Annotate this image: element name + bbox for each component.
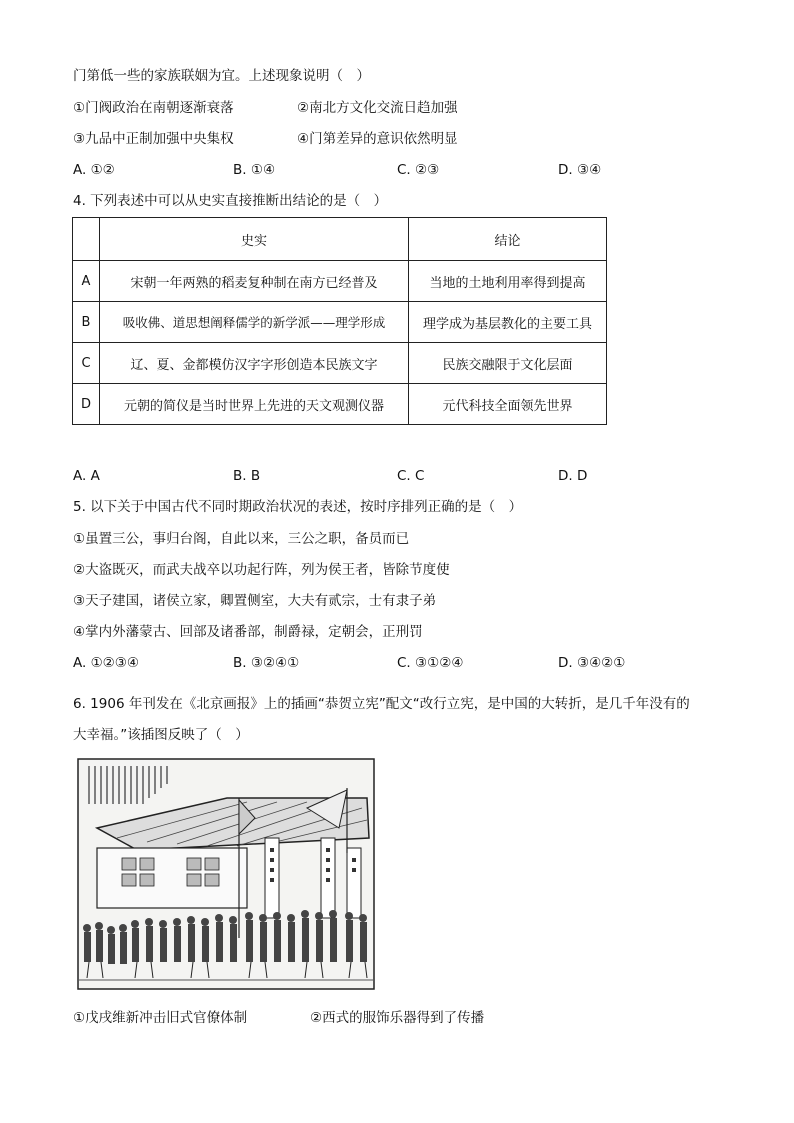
q6-item-2: ②西式的服饰乐器得到了传播 xyxy=(310,1010,485,1026)
row-conclusion: 理学成为基层教化的主要工具 xyxy=(409,302,607,343)
row-letter: D xyxy=(73,384,100,425)
q6-illustration xyxy=(77,758,375,990)
table-row xyxy=(73,384,607,425)
q4-option-a: A. A xyxy=(73,468,100,484)
q5-item-3: ③天子建国，诸侯立家，卿置侧室，大夫有贰宗，士有隶子弟 xyxy=(73,593,437,609)
q4-table xyxy=(72,217,607,425)
q5-option-a: A. ①②③④ xyxy=(73,655,139,671)
q5-item-4: ④掌内外藩蒙古、回部及诸番部，制爵禄，定朝会，正刑罚 xyxy=(73,624,423,640)
row-fact: 吸收佛、道思想阐释儒学的新学派——理学形成 xyxy=(100,302,409,343)
q4-option-c: C. C xyxy=(397,468,425,484)
row-letter: C xyxy=(73,343,100,384)
table-row xyxy=(73,261,607,302)
row-conclusion: 民族交融限于文化层面 xyxy=(409,343,607,384)
q5-item-2: ②大盗既灭，而武夫战卒以功起行阵，列为侯王者，皆除节度使 xyxy=(73,562,450,578)
table-header-row xyxy=(73,218,607,261)
table-header-fact: 史实 xyxy=(100,218,409,261)
q6-item-1: ①戊戌维新冲击旧式官僚体制 xyxy=(73,1010,248,1026)
q5-stem: 5. 以下关于中国古代不同时期政治状况的表述，按时序排列正确的是（ ） xyxy=(73,499,523,515)
q3-item-2: ②南北方文化交流日趋加强 xyxy=(297,100,458,116)
row-letter: B xyxy=(73,302,100,343)
row-fact: 元朝的简仪是当时世界上先进的天文观测仪器 xyxy=(100,384,409,425)
q6-stem-line-2: 大幸福。”该插图反映了（ ） xyxy=(73,727,249,743)
q3-stem-tail: 门第低一些的家族联姻为宜。上述现象说明（ ） xyxy=(73,68,370,84)
q6-stem-line-1: 6. 1906 年刊发在《北京画报》上的插画“恭贺立宪”配文“改行立宪，是中国的大转折，是几千年没有的 xyxy=(73,696,690,712)
table-row xyxy=(73,302,607,343)
row-letter: A xyxy=(73,261,100,302)
q4-option-d: D. D xyxy=(558,468,588,484)
q3-option-a: A. ①② xyxy=(73,162,115,178)
q3-option-c: C. ②③ xyxy=(397,162,440,178)
row-fact: 辽、夏、金都模仿汉字字形创造本民族文字 xyxy=(100,343,409,384)
row-conclusion: 当地的土地利用率得到提高 xyxy=(409,261,607,302)
table-header-blank xyxy=(73,218,100,261)
q3-option-d: D. ③④ xyxy=(558,162,602,178)
row-fact: 宋朝一年两熟的稻麦复种制在南方已经普及 xyxy=(100,261,409,302)
q3-item-4: ④门第差异的意识依然明显 xyxy=(297,131,458,147)
q4-stem: 4. 下列表述中可以从史实直接推断出结论的是（ ） xyxy=(73,193,388,209)
q3-item-3: ③九品中正制加强中央集权 xyxy=(73,131,234,147)
q3-option-b: B. ①④ xyxy=(233,162,276,178)
table-row xyxy=(73,343,607,384)
q5-item-1: ①虽置三公，事归台阁，自此以来，三公之职，备员而已 xyxy=(73,531,410,547)
row-conclusion: 元代科技全面领先世界 xyxy=(409,384,607,425)
q5-option-c: C. ③①②④ xyxy=(397,655,464,671)
q3-item-1: ①门阀政治在南朝逐渐衰落 xyxy=(73,100,234,116)
q5-option-b: B. ③②④① xyxy=(233,655,300,671)
q5-option-d: D. ③④②① xyxy=(558,655,626,671)
table-header-conclusion: 结论 xyxy=(409,218,607,261)
q4-option-b: B. B xyxy=(233,468,261,484)
